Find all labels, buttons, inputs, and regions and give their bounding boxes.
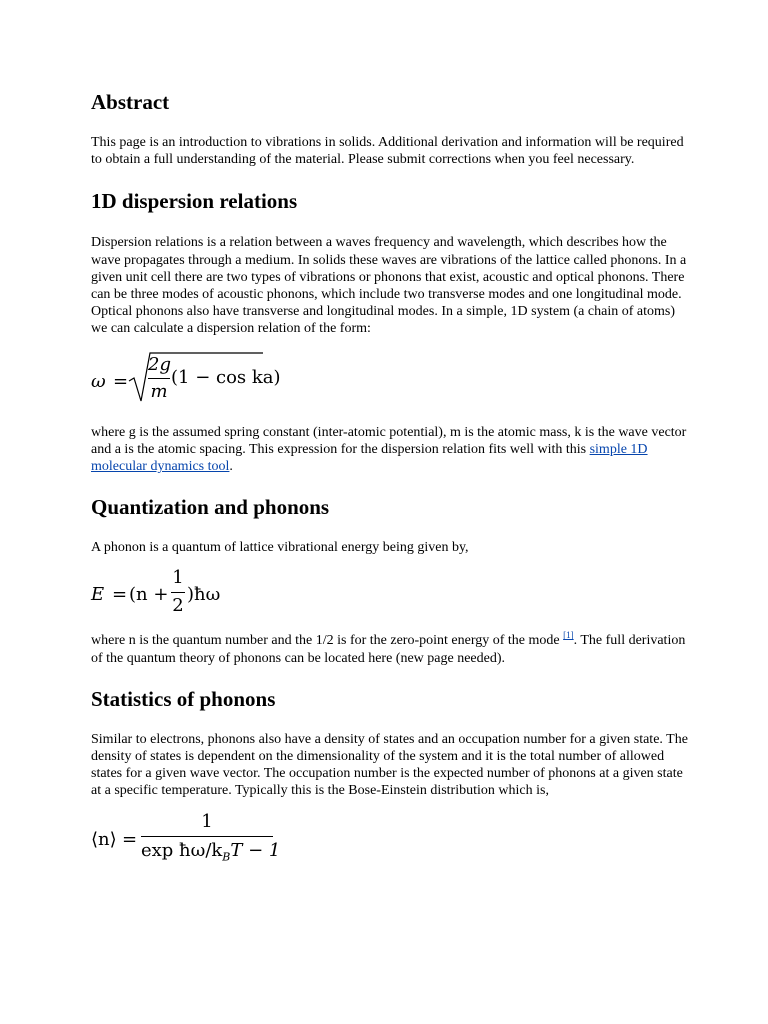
energy-symbol: E [91, 584, 105, 606]
statistics-heading: Statistics of phonons [91, 686, 276, 711]
dispersion-equation [91, 350, 691, 414]
fraction-denominator: m [150, 380, 168, 402]
equals-sign: = [112, 584, 128, 606]
equals-sign: = [113, 370, 129, 392]
statistics-text: Similar to electrons, phonons also have a density of states and an occupation number for a given state. The density of states is dependent on the dimensionality of the system and it is the total number of allowed states for a given wave vector. The occupation number is the expected number of phonons at a given state at a specific temperature. Typically this is the Bose-Einstein distribution which is, [91, 731, 688, 799]
phonon-energy-equation [91, 568, 691, 622]
abstract-heading: Abstract [91, 90, 170, 114]
article-content [91, 86, 691, 868]
reference-link-1[interactable]: [1] [563, 630, 574, 641]
be-denominator-subscript: B [222, 850, 231, 864]
half-denominator: 2 [172, 595, 184, 617]
quantization-explanation-text: where n is the quantum number and the 1/2 is for the zero-point energy of the mode [91, 633, 564, 649]
omega-symbol: ω [91, 370, 106, 392]
abstract-text: This page is an introduction to vibrations in solids. Additional derivation and information will be required to obtain a full understanding of the material. Please submit corrections when you feel necessary. [91, 135, 684, 168]
quantization-explanation [91, 632, 691, 666]
dispersion-explanation [91, 424, 691, 476]
quantization-explanation-tail: . The full derivation of the quantum theory of phonons can be located here (new page needed). [91, 633, 686, 666]
be-numerator: 1 [201, 810, 213, 832]
be-denominator [141, 839, 281, 864]
be-denominator-main: exp ħω/k [141, 839, 223, 861]
energy-open: (n + [129, 584, 169, 606]
occupation-symbol: ⟨n⟩ [91, 828, 117, 850]
energy-close: )ħω [187, 584, 221, 606]
dispersion-explanation-text: where g is the assumed spring constant (inter-atomic potential), m is the atomic mass, k is the wave vector and a is the atomic spacing. This expression for the dispersion relation fits well with this [91, 424, 687, 457]
fraction-bar [148, 378, 170, 379]
half-fraction-bar [171, 592, 185, 593]
dispersion-text: Dispersion relations is a relation between a waves frequency and wavelength, which describes how the wave propagates through a medium. In solids these waves are vibrations of the lattice called phonons. In a given unit cell there are two types of vibrations or phonons that exist, acoustic and optical phonons. There can be three modes of acoustic phonons, which include two transverse modes and one longitudinal mode. Optical phonons also have transverse and longitudinal modes. In a simple, 1D system (a chain of atoms) we can calculate a dispersion relation of the form: [91, 235, 687, 337]
dispersion-rest: (1 − cos ka) [171, 366, 281, 388]
quantization-text: A phonon is a quantum of lattice vibrational energy being given by, [91, 540, 469, 556]
be-denominator-rest: T − 1 [230, 839, 281, 861]
be-fraction-bar [141, 836, 273, 837]
dispersion-period: . [229, 459, 233, 475]
fraction-numerator: 2g [148, 353, 171, 375]
dispersion-heading: 1D dispersion relations [91, 189, 298, 214]
bose-einstein-equation [91, 812, 691, 868]
quantization-heading: Quantization and phonons [91, 495, 330, 520]
equals-sign: = [122, 828, 138, 850]
md-tool-link[interactable]: simple 1D molecular dynamics tool [91, 441, 648, 475]
half-numerator: 1 [172, 567, 184, 589]
